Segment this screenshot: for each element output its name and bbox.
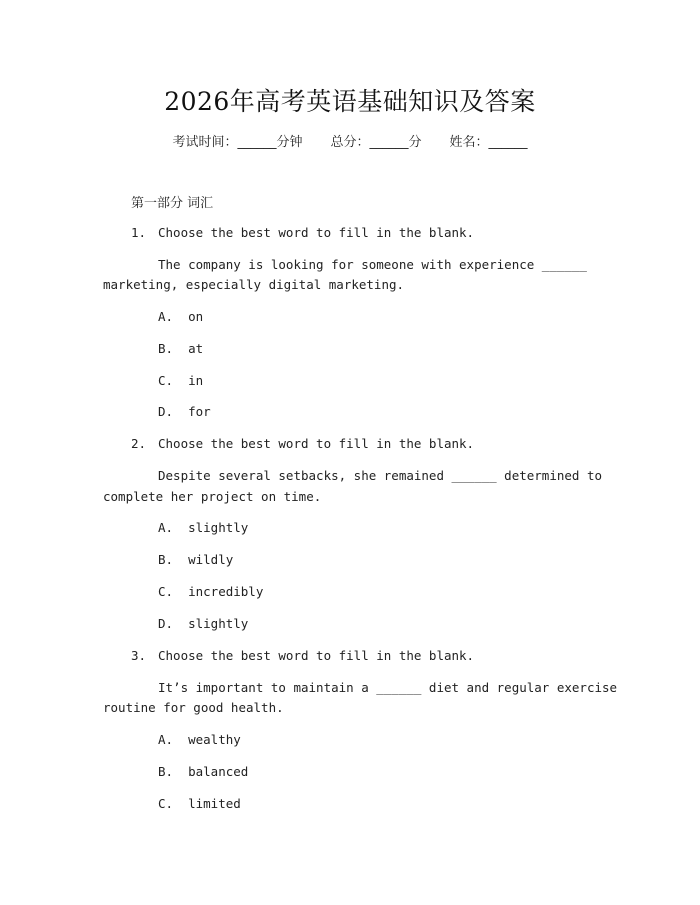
exam-meta xyxy=(0,131,700,150)
question-stem-line-2: complete her project on time. xyxy=(103,489,322,504)
total-score-field: 总分：______分 xyxy=(330,135,422,150)
answer-option: C. in xyxy=(158,373,204,388)
answer-option: C. incredibly xyxy=(158,584,264,599)
question-prompt: Choose the best word to fill in the blank. xyxy=(158,225,475,240)
question-stem-line-2: routine for good health. xyxy=(103,700,284,715)
answer-option: D. for xyxy=(158,404,211,419)
question-prompt: Choose the best word to fill in the blank. xyxy=(158,436,475,451)
question-stem-line-1: The company is looking for someone with experience ______ xyxy=(158,257,587,272)
exam-time-field: 考试时间：______分钟 xyxy=(172,135,303,150)
page-title: 2026年高考英语基础知识及答案 xyxy=(164,87,536,116)
question-prompt: Choose the best word to fill in the blank. xyxy=(158,648,475,663)
question-stem-line-1: It’s important to maintain a ______ diet and regular exercise xyxy=(158,680,618,695)
question-stem-line-2: marketing, especially digital marketing. xyxy=(103,277,405,292)
answer-option: A. slightly xyxy=(158,520,249,535)
section-heading: 第一部分 词汇 xyxy=(131,196,214,211)
answer-option: D. slightly xyxy=(158,616,249,631)
answer-option: B. balanced xyxy=(158,764,249,779)
question-number: 2. xyxy=(131,436,147,451)
answer-option: B. at xyxy=(158,341,204,356)
answer-option: A. wealthy xyxy=(158,732,241,747)
question-stem-line-1: Despite several setbacks, she remained ______ determined to xyxy=(158,468,603,483)
answer-option: A. on xyxy=(158,309,204,324)
name-field: 姓名：______ xyxy=(449,135,528,150)
answer-option: B. wildly xyxy=(158,552,234,567)
question-number: 1. xyxy=(131,225,147,240)
question-number: 3. xyxy=(131,648,147,663)
answer-option: C. limited xyxy=(158,796,241,811)
